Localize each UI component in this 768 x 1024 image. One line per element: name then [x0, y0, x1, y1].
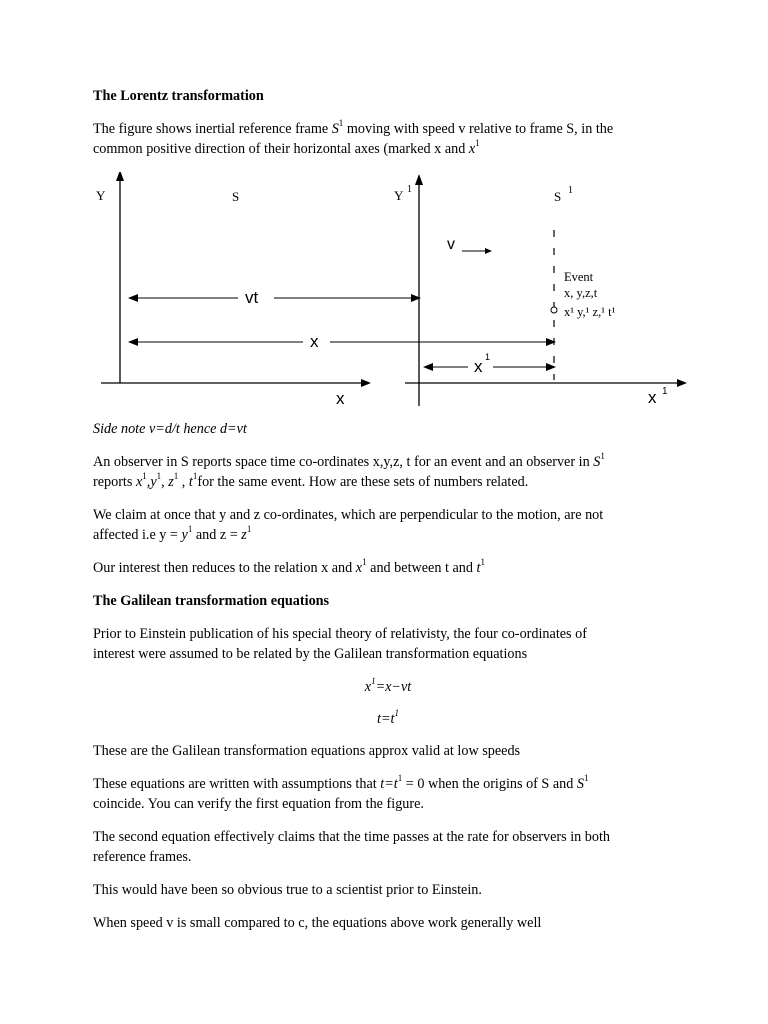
left-x-arrowhead — [361, 379, 371, 387]
left-x-axis-label: x — [336, 389, 345, 408]
x1-span-sup: 1 — [485, 352, 491, 362]
intro-text-2: moving with speed v relative to frame S, in the — [343, 121, 614, 137]
right-frame-label: S — [554, 189, 562, 204]
left-frame-label: S — [232, 189, 240, 204]
observer-text-2: reports — [93, 474, 136, 490]
document-body — [93, 86, 683, 159]
x-span-label: x — [310, 332, 319, 351]
equation-2-lhs: t=t — [377, 711, 395, 727]
right-y-sup: 1 — [407, 184, 412, 195]
equation-1-rhs: =x−vt — [375, 679, 412, 695]
interest-text-2: and between t and — [366, 560, 477, 576]
x1-sup: 1 — [475, 138, 480, 149]
event-point — [551, 307, 557, 313]
event-title: Event — [564, 270, 594, 284]
left-y-label: Y — [96, 188, 106, 203]
claim-text-2: affected i.e y = — [93, 527, 182, 543]
assumption-paragraph: These equations are written with assumptions that $t=t^1 = 0$ when the origins of S and $S^1$ coincide. You can verify the first equation from the figure. — [93, 773, 589, 812]
x1-span-arrowhead-right — [546, 363, 556, 371]
obvious-paragraph: This would have been so obvious true to a scientist prior to Einstein. — [93, 882, 482, 898]
observer-frame-sup: 1 — [600, 451, 605, 462]
galilean-heading: The Galilean transformation equations — [93, 593, 330, 609]
document-body-continued — [93, 419, 683, 933]
prior-text-1: Prior to Einstein publication of his special theory of relativisty, the four co-ordinates of — [93, 626, 587, 642]
frame-s1-symbol: S — [331, 121, 339, 137]
prior-text-2: interest were assumed to be related by the Galilean transformation equations — [93, 646, 528, 662]
velocity-arrowhead — [485, 248, 492, 254]
right-x-axis-sup: 1 — [662, 386, 668, 397]
small-speed-paragraph: When speed v is small compared to c, the equations above work generally well — [93, 915, 542, 931]
equation-1: $x^1=x-vt$ — [364, 676, 412, 695]
assumption-text-1: These equations are written with assumptions that — [93, 776, 381, 792]
lorentz-frames-figure — [93, 172, 697, 410]
side-note: Side note v=d/t hence d=vt — [93, 421, 247, 437]
event-primed-coords: x¹ y,¹ z,¹ t¹ — [564, 305, 616, 319]
event-coords: x, y,z,t — [564, 286, 598, 300]
second-equation-paragraph — [93, 827, 683, 867]
intro-text-1: The figure shows inertial reference frame — [93, 121, 332, 137]
right-y-arrowhead — [415, 174, 423, 185]
vt-label: vt — [245, 288, 259, 307]
prior-paragraph — [93, 624, 683, 664]
x1-span-label: x — [474, 357, 483, 376]
equation-2: $t=t^1$ — [377, 708, 399, 727]
right-x-axis-label: x — [648, 388, 657, 407]
second-eq-text-2: reference frames. — [93, 849, 192, 865]
claim-paragraph: We claim at once that y and z co-ordinates, which are perpendicular to the motion, are not affected i.e $y = y^1$ and $z = z^1$ — [93, 507, 604, 543]
intro-text-3: common positive direction of their horizontal axes (marked x and — [93, 141, 469, 157]
page-title: The Lorentz transformation — [93, 88, 264, 104]
velocity-label: v — [447, 236, 455, 253]
second-eq-text-1: The second equation effectively claims that the time passes at the rate for observers in both — [93, 829, 611, 845]
frame-s1-sup: 1 — [338, 118, 344, 129]
observer-text-1: An observer in S reports space time co-ordinates x,y,z, t for an event and an observer in — [93, 454, 594, 470]
approx-paragraph: These are the Galilean transformation equations approx valid at low speeds — [93, 743, 521, 759]
right-x-arrowhead — [677, 379, 687, 387]
observer-paragraph: An observer in S reports space time co-ordinates x,y,z, t for an event and an observer in $S^1$ reports $x^1,y^1$, $z^1$ , $t^1for$ the same event. How are these sets of numbers related. — [93, 451, 605, 490]
observer-text-3: for the same event. How are these sets of numbers related. — [197, 474, 529, 490]
claim-text-1: We claim at once that y and z co-ordinates, which are perpendicular to the motion, are not — [93, 507, 604, 523]
assumption-text-2: = 0 when the origins of S and — [402, 776, 577, 792]
left-y-arrowhead — [116, 172, 124, 181]
claim-text-3: and z = — [192, 527, 242, 543]
right-y-label: Y — [394, 188, 404, 203]
interest-text-1: Our interest then reduces to the relation x and — [93, 560, 356, 576]
observer-frame-symbol: S — [593, 454, 601, 470]
right-frame-sup: 1 — [568, 185, 573, 196]
x1-symbol: x — [468, 141, 476, 157]
assumption-text-3: coincide. You can verify the first equation from the figure. — [93, 796, 424, 812]
interest-paragraph: Our interest then reduces to the relation x and $x^1$ and between t and $t^1$ — [93, 557, 485, 576]
intro-paragraph — [93, 119, 683, 159]
